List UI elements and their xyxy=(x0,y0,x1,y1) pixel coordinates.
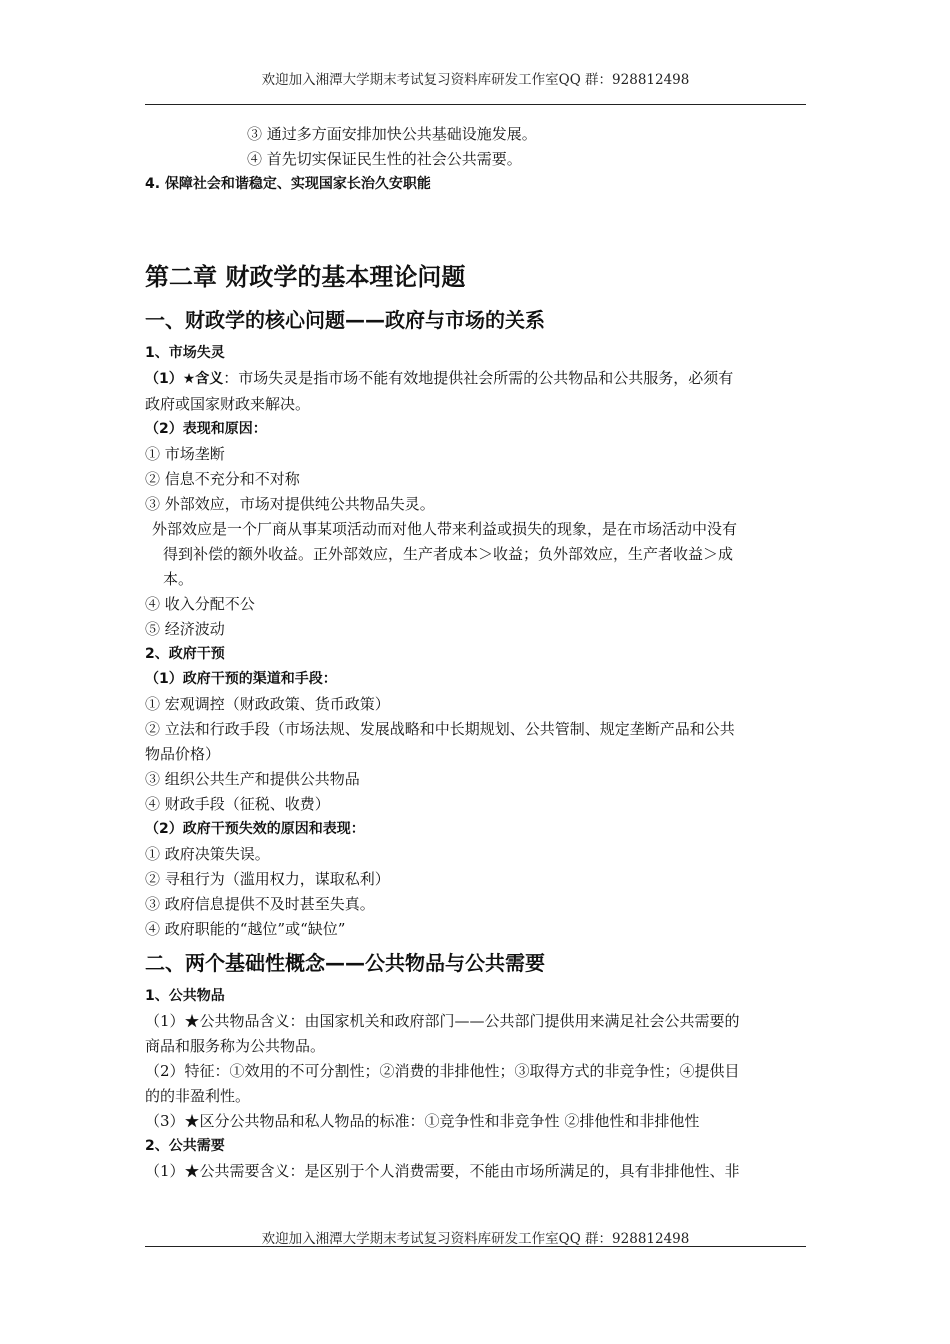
definition-text: ：市场失灵是指市场不能有效地提供社会所需的公共物品和公共服务，必须有 xyxy=(223,369,734,387)
list-item: ② 信息不充分和不对称 xyxy=(145,470,300,488)
list-item: ④ 收入分配不公 xyxy=(145,595,255,613)
subsection-heading: 1、市场失灵 xyxy=(145,345,225,361)
list-item-cont: 物品价格） xyxy=(145,745,221,763)
sub-heading: （2）表现和原因： xyxy=(145,421,267,437)
list-item: ④ 政府职能的“越位”或“缺位” xyxy=(145,920,346,938)
list-item: ③ 政府信息提供不及时甚至失真。 xyxy=(145,895,375,913)
section-title: 一、财政学的核心问题——政府与市场的关系 xyxy=(145,308,545,332)
sub-heading: （2）政府干预失效的原因和表现： xyxy=(145,821,365,837)
definition-text-cont: 政府或国家财政来解决。 xyxy=(145,395,311,413)
paragraph-line: （3）★区分公共物品和私人物品的标准：①竞争性和非竞争性 ②排他性和非排他性 xyxy=(145,1112,700,1130)
externality-paragraph-cont: 得到补偿的额外收益。正外部效应，生产者成本＞收益；负外部效应，生产者收益＞成 xyxy=(163,545,734,563)
list-item: ⑤ 经济波动 xyxy=(145,620,225,638)
paragraph-line: （1）★公共物品含义：由国家机关和政府部门——公共部门提供用来满足社会公共需要的 xyxy=(145,1012,740,1030)
list-item: ① 市场垄断 xyxy=(145,445,225,463)
chapter-title: 第二章 财政学的基本理论问题 xyxy=(145,263,466,291)
subsection-heading: 2、公共需要 xyxy=(145,1138,225,1154)
list-item: ④ 财政手段（征税、收费） xyxy=(145,795,330,813)
list-item: ④ 首先切实保证民生性的社会公共需要。 xyxy=(247,150,522,168)
subsection-heading: 2、政府干预 xyxy=(145,646,225,662)
header-rule xyxy=(145,104,806,105)
definition-paragraph xyxy=(145,366,806,392)
list-item: ① 政府决策失误。 xyxy=(145,845,270,863)
page-header: 欢迎加入湘潭大学期末考试复习资料库研发工作室QQ 群：928812498 xyxy=(261,72,690,88)
footer-rule xyxy=(145,1246,806,1247)
definition-label: （1）★含义 xyxy=(145,371,224,387)
paragraph-line: 的的非盈利性。 xyxy=(145,1087,251,1105)
page-footer: 欢迎加入湘潭大学期末考试复习资料库研发工作室QQ 群：928812498 xyxy=(261,1231,690,1247)
sub-heading: （1）政府干预的渠道和手段： xyxy=(145,671,337,687)
paragraph-line: （1）★公共需要含义：是区别于个人消费需要，不能由市场所满足的，具有非排他性、非 xyxy=(145,1162,740,1180)
list-item: ① 宏观调控（财政政策、货币政策） xyxy=(145,695,390,713)
paragraph-line: （2）特征：①效用的不可分割性；②消费的非排他性；③取得方式的非竞争性；④提供目 xyxy=(145,1062,740,1080)
list-item: ③ 通过多方面安排加快公共基础设施发展。 xyxy=(247,125,537,143)
list-item: ② 寻租行为（滥用权力，谋取私利） xyxy=(145,870,390,888)
page-content xyxy=(145,122,806,1184)
section-title: 二、两个基础性概念——公共物品与公共需要 xyxy=(145,951,545,975)
externality-paragraph-end: 本。 xyxy=(163,570,194,588)
subsection-heading: 1、公共物品 xyxy=(145,988,225,1004)
externality-paragraph: 外部效应是一个厂商从事某项活动而对他人带来利益或损失的现象，是在市场活动中没有 xyxy=(152,520,738,538)
numbered-heading: 4. 保障社会和谐稳定、实现国家长治久安职能 xyxy=(145,176,431,192)
list-item: ② 立法和行政手段（市场法规、发展战略和中长期规划、公共管制、规定垄断产品和公共 xyxy=(145,720,735,738)
list-item: ③ 组织公共生产和提供公共物品 xyxy=(145,770,360,788)
list-item: ③ 外部效应，市场对提供纯公共物品失灵。 xyxy=(145,495,435,513)
paragraph-line: 商品和服务称为公共物品。 xyxy=(145,1037,326,1055)
